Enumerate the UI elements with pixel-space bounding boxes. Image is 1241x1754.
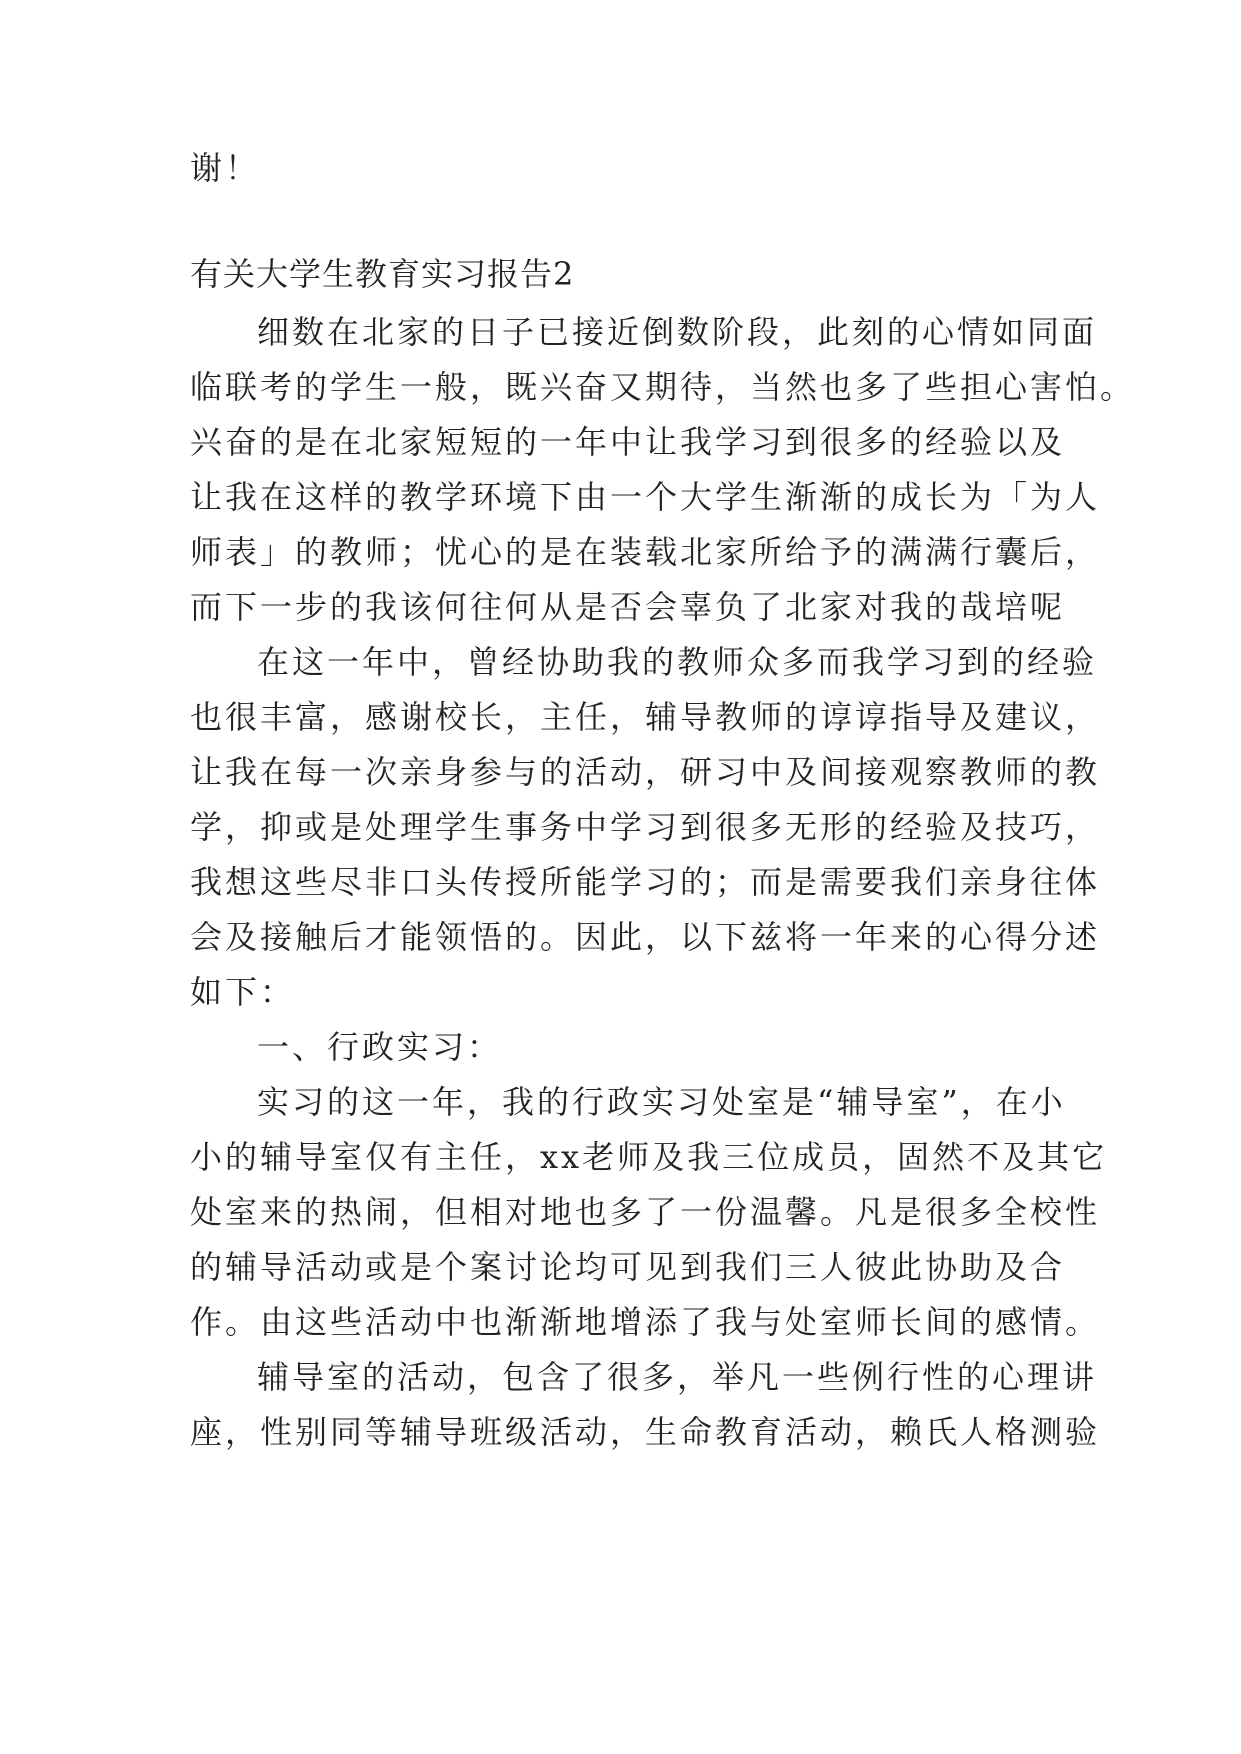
paragraph-line: 会及接触后才能领悟的。因此，以下兹将一年来的心得分述 — [190, 918, 1101, 956]
section-heading: 有关大学生教育实习报告2 — [190, 255, 575, 293]
paragraph-line: 的辅导活动或是个案讨论均可见到我们三人彼此协助及合 — [190, 1248, 1066, 1286]
paragraph-line: 学，抑或是处理学生事务中学习到很多无形的经验及技巧， — [190, 808, 1101, 846]
continuation-line: 谢！ — [190, 149, 261, 187]
paragraph-line: 我想这些尽非口头传授所能学习的；而是需要我们亲身往体 — [190, 863, 1101, 901]
paragraph-line: 作。由这些活动中也渐渐地增添了我与处室师长间的感情。 — [190, 1303, 1101, 1341]
paragraph-line: 细数在北家的日子已接近倒数阶段，此刻的心情如同面 — [257, 313, 1098, 351]
paragraph-line: 座，性别同等辅导班级活动，生命教育活动，赖氏人格测验 — [190, 1413, 1101, 1451]
paragraph-line: 在这一年中，曾经协助我的教师众多而我学习到的经验 — [257, 643, 1098, 681]
paragraph-line: 实习的这一年，我的行政实习处室是“辅导室”，在小 — [257, 1083, 1066, 1121]
paragraph-line: 处室来的热闹，但相对地也多了一份温馨。凡是很多全校性 — [190, 1193, 1101, 1231]
paragraph-line: 兴奋的是在北家短短的一年中让我学习到很多的经验以及 — [190, 423, 1066, 461]
paragraph-line: 让我在这样的教学环境下由一个大学生渐渐的成长为「为人 — [190, 478, 1101, 516]
paragraph-line: 如下： — [190, 973, 296, 1011]
paragraph-line: 一、行政实习： — [257, 1028, 503, 1066]
paragraph-line: 让我在每一次亲身参与的活动，研习中及间接观察教师的教 — [190, 753, 1101, 791]
paragraph-line: 小的辅导室仅有主任，xx老师及我三位成员，固然不及其它 — [190, 1138, 1108, 1176]
paragraph-line: 也很丰富，感谢校长，主任，辅导教师的谆谆指导及建议， — [190, 698, 1101, 736]
paragraph-line: 临联考的学生一般，既兴奋又期待，当然也多了些担心害怕。 — [190, 368, 1136, 406]
paragraph-line: 辅导室的活动，包含了很多，举凡一些例行性的心理讲 — [257, 1358, 1098, 1396]
paragraph-line: 师表」的教师；忧心的是在装载北家所给予的满满行囊后， — [190, 533, 1101, 571]
paragraph-line: 而下一步的我该何往何从是否会辜负了北家对我的哉培呢 — [190, 588, 1066, 626]
